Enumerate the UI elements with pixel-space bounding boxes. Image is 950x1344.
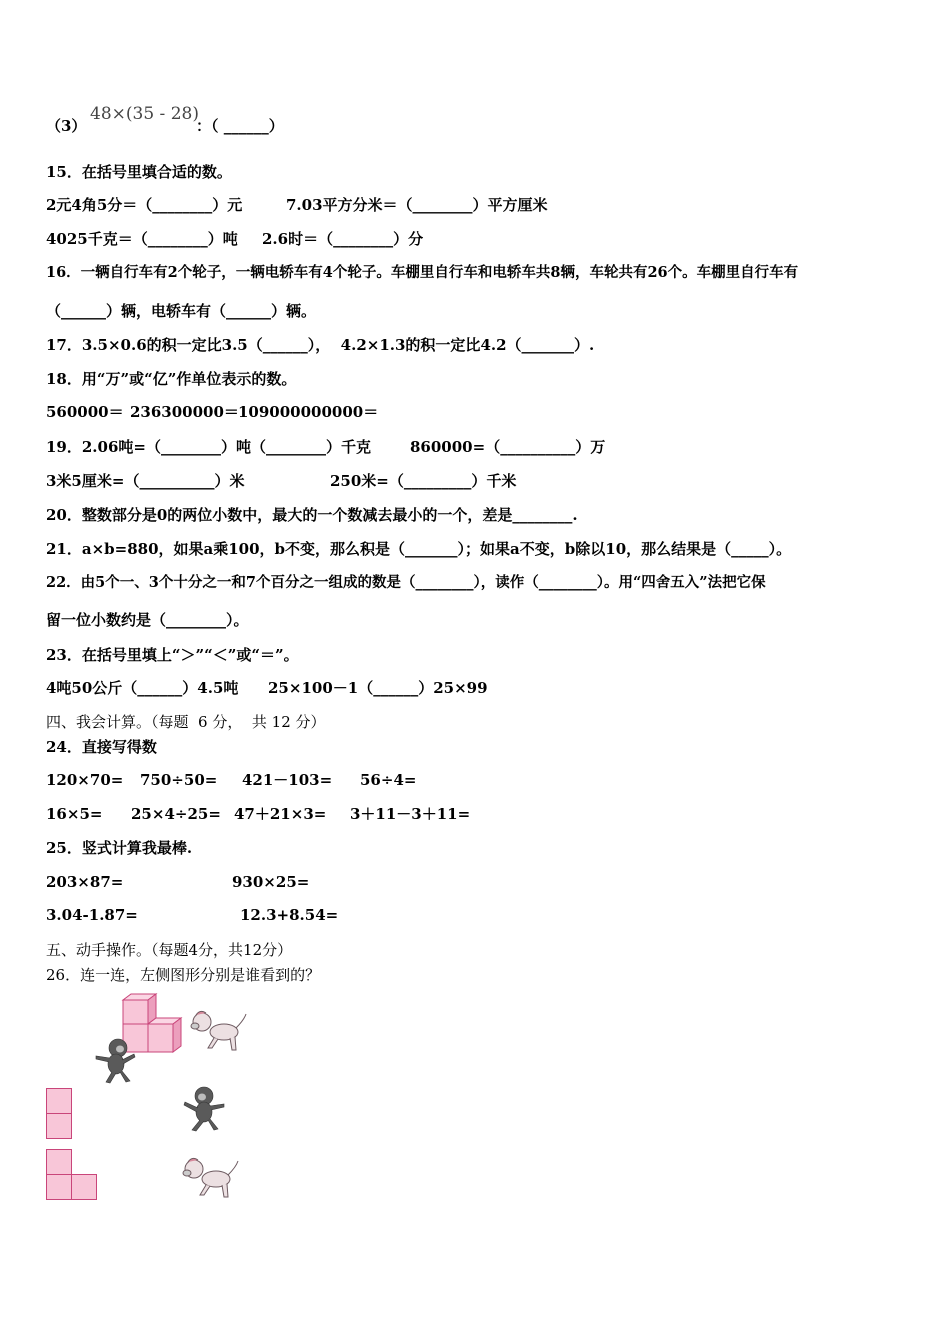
- q3-formula: 48×(35 - 28): [90, 104, 199, 124]
- q25-r1c2: 930×25=: [232, 873, 310, 891]
- dog-icon: [190, 1008, 248, 1052]
- q25-title: 25．竖式计算我最棒.: [46, 839, 193, 857]
- q15-line2a: 4025千克＝（________）吨: [46, 230, 238, 248]
- q18-b: 236300000＝: [130, 403, 239, 421]
- q25-r1c1: 203×87=: [46, 873, 124, 891]
- q26-title: 26．连一连，左侧图形分别是谁看到的？: [46, 966, 321, 984]
- q18-title: 18．用“万”或“亿”作单位表示的数。: [46, 370, 297, 388]
- q24-r2c2: 25×4÷25=: [131, 805, 221, 823]
- q3-prefix: （3）: [46, 117, 87, 135]
- monkey-icon: [182, 1084, 228, 1132]
- q17-text: 17．3.5×0.6的积一定比3.5（______）， 4.2×1.3的积一定比4.2（_______）.: [46, 336, 595, 354]
- q23-b: 25×100－1（______）25×99: [268, 679, 488, 697]
- q24-r2c3: 47＋21×3=: [234, 805, 327, 823]
- q18-c: 109000000000＝: [238, 403, 379, 421]
- q15-line2b: 2.6时＝（________）分: [262, 230, 424, 248]
- q24-r1c3: 421－103=: [242, 771, 333, 789]
- section5-title: 五、动手操作。（每题4分，共12分）: [46, 941, 293, 959]
- q3-answer-blank: ：（ ______）: [196, 117, 284, 135]
- q19-line2b: 250米=（_________）千米: [330, 472, 517, 490]
- q21-text: 21．a×b=880，如果a乘100，b不变，那么积是（_______）；如果a不变，b除以10，那么结果是（_____）。: [46, 540, 792, 558]
- q22-line2: 留一位小数约是（________）。: [46, 611, 249, 629]
- cube-top-front: [123, 1000, 148, 1024]
- q22-line1: 22．由5个一、3个十分之一和7个百分之一组成的数是（________），读作（________）。用“四舍五入”法把它保: [46, 574, 766, 591]
- q24-r1c1: 120×70=: [46, 771, 124, 789]
- q15-title: 15．在括号里填合适的数。: [46, 163, 232, 181]
- q24-r2c4: 3＋11－3＋11=: [350, 805, 471, 823]
- view-b-shape: [46, 1149, 100, 1203]
- q24-r1c4: 56÷4=: [360, 771, 417, 789]
- cube-bottom-right: [148, 1024, 173, 1052]
- q18-a: 560000＝: [46, 403, 124, 421]
- q15-line1a: 2元4角5分＝（________）元: [46, 196, 243, 214]
- q24-r2c1: 16×5=: [46, 805, 103, 823]
- q23-title: 23．在括号里填上“＞”“＜”或“＝”。: [46, 646, 299, 664]
- section4-title: 四、我会计算。（每题 6 分， 共 12 分）: [46, 713, 326, 731]
- dog-icon: [182, 1155, 240, 1199]
- view-a-shape: [46, 1088, 74, 1142]
- cube-right-side: [173, 1018, 181, 1052]
- q23-a: 4吨50公斤（______）4.5吨: [46, 679, 239, 697]
- q15-line1b: 7.03平方分米＝（________）平方厘米: [286, 196, 548, 214]
- q24-r1c2: 750÷50=: [140, 771, 218, 789]
- q19-line1b: 860000=（__________）万: [410, 438, 606, 456]
- q19-line1a: 19．2.06吨=（________）吨（________）千克: [46, 438, 371, 456]
- q25-r2c2: 12.3+8.54=: [240, 906, 339, 924]
- q16-line2: （______）辆，电轿车有（______）辆。: [46, 302, 317, 320]
- q24-title: 24．直接写得数: [46, 738, 157, 756]
- q20-text: 20．整数部分是0的两位小数中，最大的一个数减去最小的一个，差是________.: [46, 506, 578, 524]
- q25-r2c1: 3.04-1.87=: [46, 906, 138, 924]
- q19-line2a: 3米5厘米=（__________）米: [46, 472, 245, 490]
- q16-line1: 16．一辆自行车有2个轮子，一辆电轿车有4个轮子。车棚里自行车和电轿车共8辆，车轮共有26个。车棚里自行车有: [46, 264, 799, 281]
- monkey-icon: [92, 1036, 138, 1084]
